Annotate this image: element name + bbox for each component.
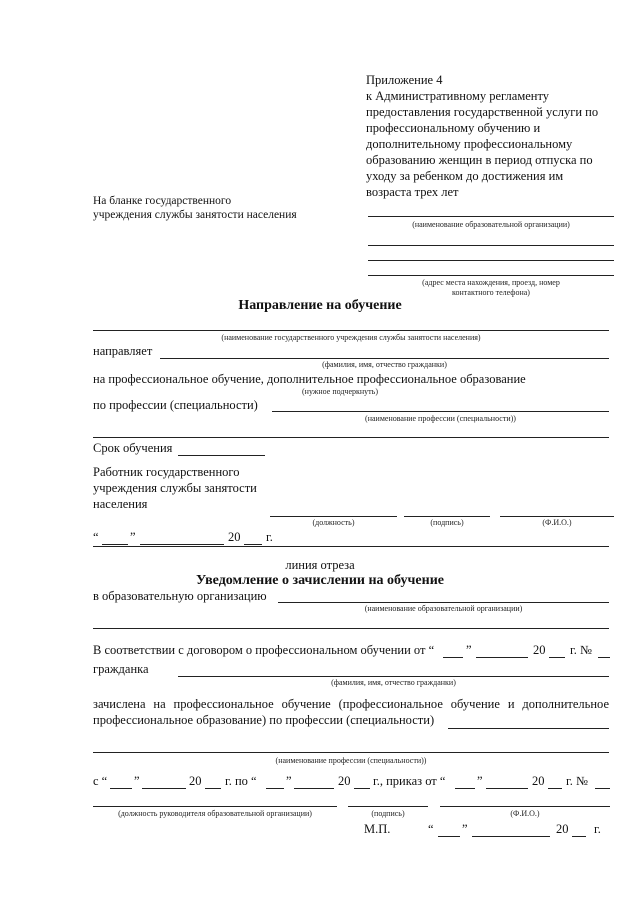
contract-text: В соответствии с договором о профессиональном обучении от “	[93, 643, 435, 657]
date-quote-close: ”	[130, 530, 136, 544]
date-quote-open: “	[93, 530, 99, 544]
period-month-line	[142, 788, 186, 789]
order-month-line	[486, 788, 528, 789]
notice-org-label: в образовательную организацию	[93, 589, 267, 603]
order-suffix: г. №	[566, 774, 588, 788]
period-close: ”	[286, 774, 292, 788]
period-to-day-line	[266, 788, 284, 789]
enrolled-text: профессиональное образование) по профессии (специальности)	[93, 713, 435, 727]
appendix-line: дополнительному профессиональному	[366, 137, 573, 151]
head-caption: (должность руководителя образовательной организации)	[118, 809, 312, 818]
contract-close: ”	[466, 643, 472, 657]
period-year-line	[205, 788, 221, 789]
name-caption: (Ф.И.О.)	[542, 518, 572, 527]
order-year-line	[548, 788, 562, 789]
stamp-quote-close: ”	[462, 822, 468, 836]
employee-label: Работник государственного	[93, 465, 240, 479]
institution-line	[93, 330, 609, 331]
cut-divider	[93, 546, 609, 547]
appendix-line: предоставления государственной услуги по	[366, 105, 599, 119]
citizen-caption: (фамилия, имя, отчество гражданки)	[331, 678, 456, 687]
contract-month-line	[476, 657, 528, 658]
period-to-month-line	[294, 788, 334, 789]
address-line	[368, 260, 614, 261]
institution-caption: (наименование государственного учреждения службы занятости населения)	[221, 333, 481, 342]
employee-label: учреждения службы занятости	[93, 481, 257, 495]
training-text: на профессиональное обучение, дополнительное профессиональное образование	[93, 372, 526, 386]
stamp-quote-open: “	[428, 822, 434, 836]
profession-extra-line	[93, 437, 609, 438]
stamp-year-line	[572, 836, 586, 837]
position-line	[270, 516, 397, 517]
name-line	[500, 516, 614, 517]
term-label: Срок обучения	[93, 441, 173, 455]
appendix-line: возраста трех лет	[366, 185, 459, 199]
contract-number-line	[598, 657, 610, 658]
contract-suffix: г. №	[570, 643, 592, 657]
address-caption: контактного телефона)	[452, 288, 530, 297]
contract-day-line	[443, 657, 463, 658]
contract-year-line	[549, 657, 565, 658]
address-line	[368, 275, 614, 276]
org-caption: (наименование образовательной организации)	[412, 220, 570, 229]
cut-line-label: линия отреза	[285, 558, 355, 572]
stamp-day-line	[438, 836, 460, 837]
head-line	[93, 806, 337, 807]
stamp-year: 20	[556, 822, 569, 836]
letterhead-line: учреждения службы занятости населения	[93, 209, 297, 221]
profession-full-line	[93, 752, 609, 753]
signature-line	[404, 516, 490, 517]
position-caption: (должность)	[312, 518, 355, 527]
period-year: 20	[189, 774, 202, 788]
head-signature-caption: (подпись)	[371, 809, 405, 818]
notice-org-caption: (наименование образовательной организации)	[364, 604, 523, 613]
profession-label: по профессии (специальности)	[93, 398, 258, 412]
head-name-caption: (Ф.И.О.)	[510, 809, 540, 818]
order-day-line	[455, 788, 475, 789]
period-to: г. по “	[225, 774, 257, 788]
profession-caption: (наименование профессии (специальности))	[365, 414, 516, 423]
appendix-line: образованию женщин в период отпуска по	[366, 153, 593, 167]
stamp-label: М.П.	[364, 822, 391, 836]
notice-org-line	[278, 602, 609, 603]
citizen-line	[178, 676, 609, 677]
order-year: 20	[532, 774, 545, 788]
stamp-suffix: г.	[594, 822, 601, 836]
address-line	[368, 245, 614, 246]
notice-title: Уведомление о зачислении на обучение	[196, 573, 444, 588]
profession-caption: (наименование профессии (специальности))	[275, 756, 427, 765]
citizen-label: гражданка	[93, 662, 149, 676]
date-month-line	[140, 544, 224, 545]
period-from: с “	[93, 774, 108, 788]
date-day-line	[102, 544, 128, 545]
appendix-line: профессиональному обучению и	[366, 121, 541, 135]
date-year-line	[244, 544, 262, 545]
org-line	[368, 216, 614, 217]
address-caption: (адрес места нахождения, проезд, номер	[422, 278, 560, 287]
letterhead-line: На бланке государственного	[93, 195, 232, 207]
employee-label: населения	[93, 497, 148, 511]
period-close: ”	[134, 774, 140, 788]
order-text: г., приказ от “	[373, 774, 446, 788]
profession-line	[272, 411, 609, 412]
person-line	[160, 358, 609, 359]
appendix-line: уходу за ребенком до достижения им	[366, 169, 564, 183]
signature-caption: (подпись)	[430, 518, 464, 527]
notice-org-extra-line	[93, 628, 609, 629]
appendix-line: Приложение 4	[366, 73, 443, 87]
stamp-month-line	[472, 836, 550, 837]
period-day-line	[110, 788, 132, 789]
directs-label: направляет	[93, 344, 153, 358]
contract-year: 20	[533, 643, 546, 657]
date-year: 20	[228, 530, 241, 544]
period-to-year-line	[354, 788, 370, 789]
enrolled-profession-line	[448, 728, 609, 729]
referral-title: Направление на обучение	[238, 298, 402, 313]
enrolled-text: зачислена на профессиональное обучение (профессиональное обучение и дополнительное	[93, 697, 609, 711]
head-signature-line	[348, 806, 428, 807]
head-name-line	[440, 806, 610, 807]
person-caption: (фамилия, имя, отчество гражданки)	[322, 360, 447, 369]
order-close: ”	[477, 774, 483, 788]
order-number-line	[595, 788, 610, 789]
period-year: 20	[338, 774, 351, 788]
underline-note: (нужное подчеркнуть)	[302, 387, 378, 396]
date-suffix: г.	[266, 530, 273, 544]
term-line	[178, 455, 265, 456]
appendix-line: к Административному регламенту	[366, 89, 550, 103]
